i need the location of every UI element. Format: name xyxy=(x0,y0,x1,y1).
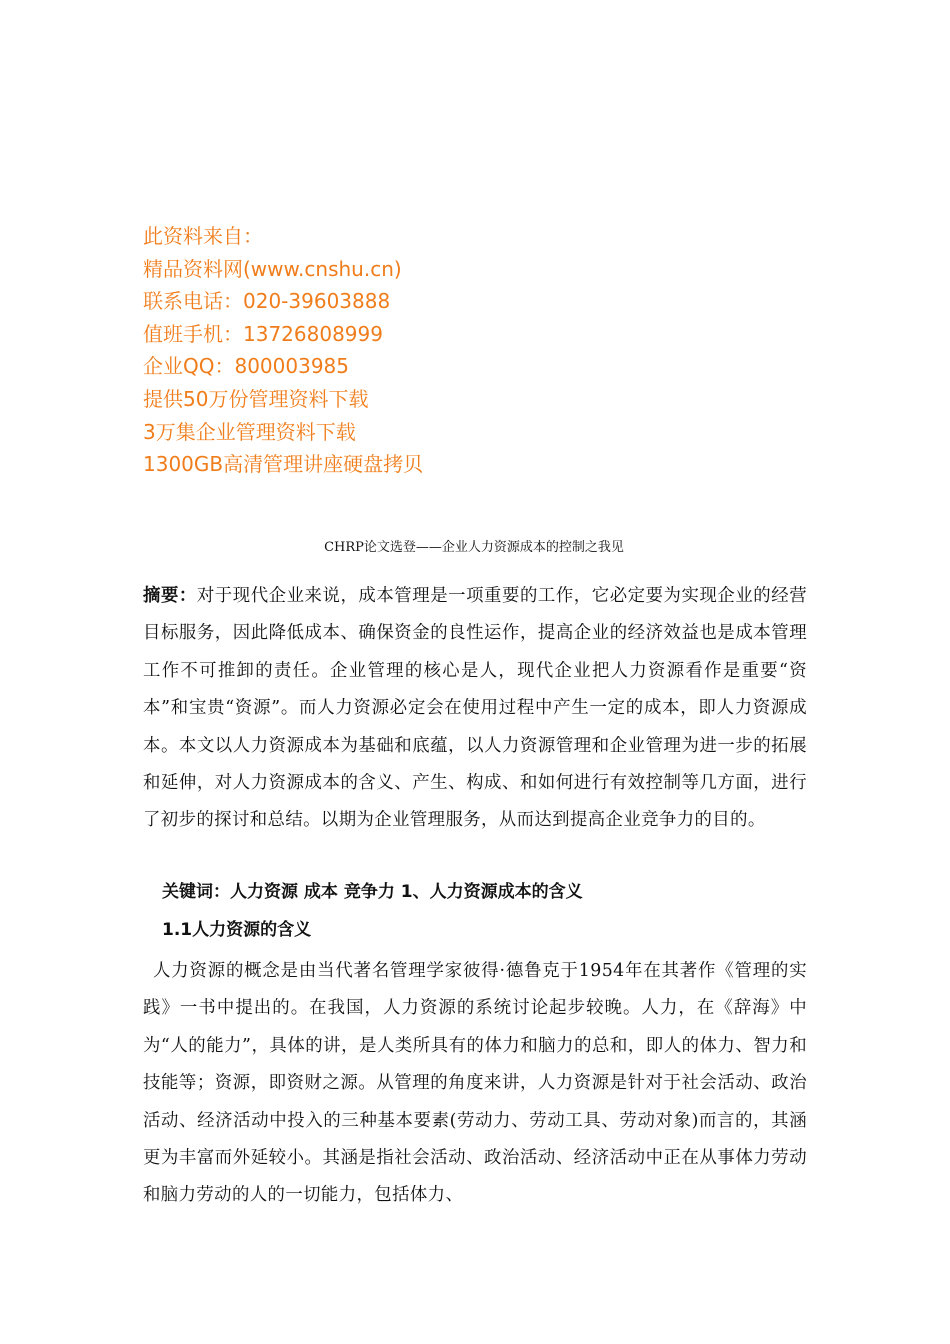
promo-mobile-line: 值班手机：13726808999 xyxy=(143,321,383,346)
abstract-text: 对于现代企业来说，成本管理是一项重要的工作，它必定要为实现企业的经营目标服务，因此降低成本、确保资金的良性运作，提高企业的经济效益也是成本管理工作不可推卸的责任。企业管理的核心是人，现代企业把人力资源看作是重要“资本”和宝贵“资源”。而人力资源必定会在使用过程中产生一定的成本，即人力资源成本。本文以人力资源成本为基础和底蕴，以人力资源管理和企业管理为进一步的拓展和延伸，对人力资源成本的含义、产生、构成、和如何进行有效控制等几方面，进行了初步的探讨和总结。以期为企业管理服务，从而达到提高企业竞争力的目的。 xyxy=(143,586,808,831)
promo-qq-line: 企业QQ：800003985 xyxy=(143,354,350,379)
promo-offer-line: 提供50万份管理资料下载 xyxy=(143,386,369,411)
promo-offer-line: 1300GB高清管理讲座硬盘拷贝 xyxy=(143,452,424,477)
abstract-label: 摘要： xyxy=(143,586,197,606)
promo-block xyxy=(143,220,803,481)
promo-offer-line: 3万集企业管理资料下载 xyxy=(143,419,356,444)
promo-source-line: 此资料来自： xyxy=(143,224,263,248)
section-heading: 1.1人力资源的含义 xyxy=(162,920,312,940)
abstract-paragraph xyxy=(143,578,807,840)
keywords-line: 关键词：人力资源 成本 竞争力 1、人力资源成本的含义 xyxy=(162,882,583,902)
promo-phone-line: 联系电话：020-39603888 xyxy=(143,289,391,314)
promo-website-line: 精品资料网(www.cnshu.cn) xyxy=(143,256,402,281)
body-paragraph: 人力资源的概念是由当代著名管理学家彼得·德鲁克于1954年在其著作《管理的实践》一书中提出的。在我国，人力资源的系统讨论起步较晚。人力，在《辞海》中为“人的能力”，具体的讲，是人类所具有的体力和脑力的总和，即人的体力、智力和技能等；资源，即资财之源。从管理的角度来讲，人力资源是针对于社会活动、政治活动、经济活动中投入的三种基本要素(劳动力、劳动工具、劳动对象)而言的，其涵更为丰富而外延较小。其涵是指社会活动、政治活动、经济活动中正在从事体力劳动和脑力劳动的人的一切能力，包括体力、 xyxy=(143,961,807,1206)
document-title: CHRP论文选登——企业人力资源成本的控制之我见 xyxy=(324,540,624,555)
